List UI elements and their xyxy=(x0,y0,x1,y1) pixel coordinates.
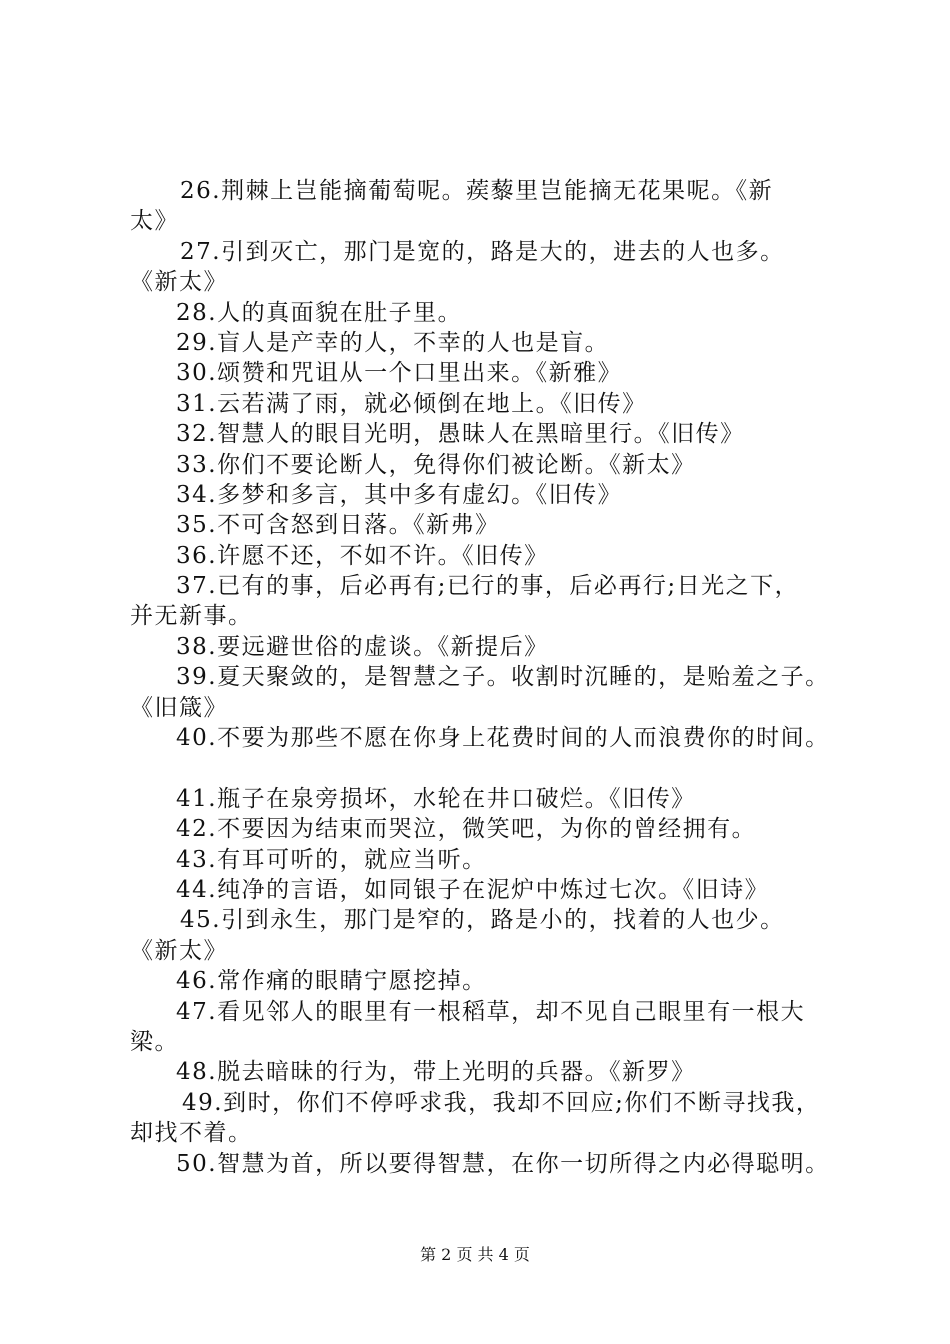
quote-line: 48.脱去暗昧的行为，带上光明的兵器。《新罗》 xyxy=(176,1059,696,1086)
quote-line: 39.夏天聚敛的，是智慧之子。收割时沉睡的，是贻羞之子。 xyxy=(176,664,830,691)
quote-line: 41.瓶子在泉旁损坏，水轮在井口破烂。《旧传》 xyxy=(176,785,696,812)
quote-line: 45.引到永生，那门是窄的，路是小的，找着的人也少。 xyxy=(180,907,785,934)
quote-line: 并无新事。 xyxy=(130,603,253,630)
quote-line: 34.多梦和多言，其中多有虚幻。《旧传》 xyxy=(176,481,623,508)
quote-line: 43.有耳可听的，就应当听。 xyxy=(176,846,487,873)
quote-line: 29.盲人是产幸的人，不幸的人也是盲。 xyxy=(176,329,610,356)
quote-line: 27.引到灭亡，那门是宽的，路是大的，进去的人也多。 xyxy=(180,238,785,265)
quote-line: 50.智慧为首，所以要得智慧，在你一切所得之内必得聪明。 xyxy=(176,1150,830,1177)
quote-line: 40.不要为那些不愿在你身上花费时间的人而浪费你的时间。 xyxy=(176,725,830,752)
quote-line: 46.常作痛的眼睛宁愿挖掉。 xyxy=(176,968,487,995)
quote-line: 《新太》 xyxy=(130,269,228,296)
quote-line: 33.你们不要论断人，免得你们被论断。《新太》 xyxy=(176,451,696,478)
quote-line: 47.看见邻人的眼里有一根稻草，却不见自己眼里有一根大 xyxy=(176,998,806,1025)
quote-line: 28.人的真面貌在肚子里。 xyxy=(176,299,463,326)
quote-line: 32.智慧人的眼目光明，愚昧人在黑暗里行。《旧传》 xyxy=(176,421,745,448)
quote-line: 31.云若满了雨，就必倾倒在地上。《旧传》 xyxy=(176,390,647,417)
quote-line: 太》 xyxy=(130,208,179,235)
quote-line: 49.到时，你们不停呼求我，我却不回应;你们不断寻找我， xyxy=(182,1089,821,1116)
quote-line: 《新太》 xyxy=(130,937,228,964)
quote-line: 38.要远避世俗的虚谈。《新提后》 xyxy=(176,633,549,660)
quote-line: 44.纯净的言语，如同银子在泥炉中炼过七次。《旧诗》 xyxy=(176,876,770,903)
quote-line: 35.不可含怒到日落。《新弗》 xyxy=(176,512,500,539)
quote-line: 《旧箴》 xyxy=(130,694,228,721)
quote-line: 30.颂赞和咒诅从一个口里出来。《新雅》 xyxy=(176,360,623,387)
quote-list xyxy=(130,176,850,1179)
quote-line: 26.荆棘上岂能摘葡萄呢。蒺藜里岂能摘无花果呢。《新 xyxy=(180,178,774,204)
page-footer: 第 2 页 共 4 页 xyxy=(420,1245,530,1264)
quote-line: 36.许愿不还，不如不许。《旧传》 xyxy=(176,542,549,569)
quote-line: 却找不着。 xyxy=(130,1120,253,1147)
quote-line: 42.不要因为结束而哭泣，微笑吧，为你的曾经拥有。 xyxy=(176,816,757,843)
quote-line: 37.已有的事，后必再有;已行的事，后必再行;日光之下， xyxy=(176,573,800,600)
blank-line xyxy=(130,753,850,783)
quote-line: 梁。 xyxy=(130,1028,179,1055)
